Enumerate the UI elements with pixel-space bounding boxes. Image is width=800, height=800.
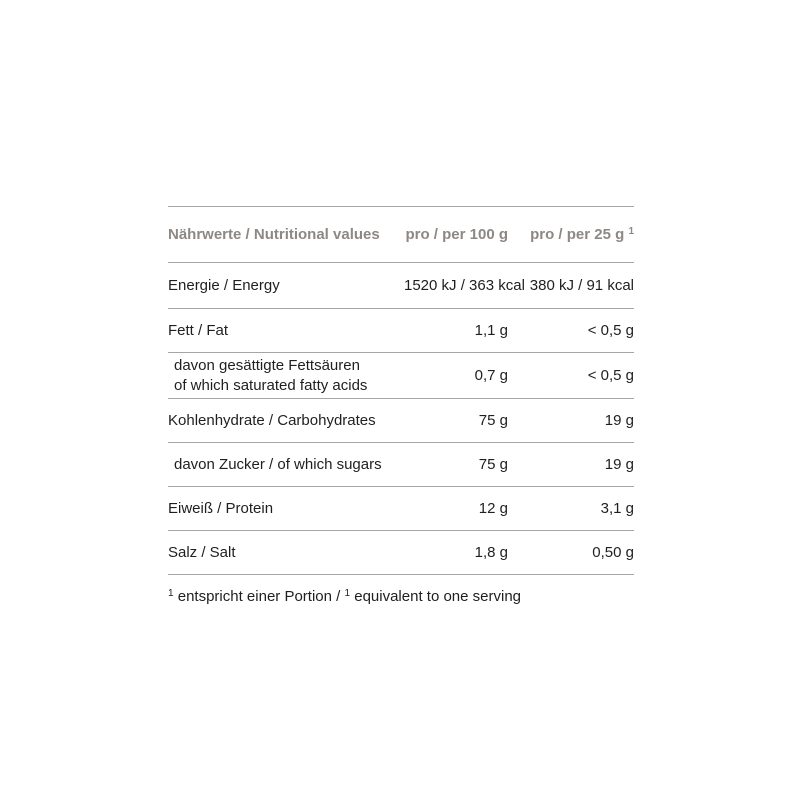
value-per-25g: < 0,5 g [587, 367, 634, 384]
table-row-energy [168, 263, 634, 309]
value-per-25g: < 0,5 g [587, 322, 634, 339]
row-label: Fett / Fat [168, 322, 229, 339]
footnote-text-de: entspricht einer Portion / [177, 588, 341, 605]
table-row-protein [168, 487, 634, 531]
header-per-25g [508, 207, 634, 263]
value-per-100g: 75 g [478, 456, 508, 473]
value-per-25g: 19 g [604, 456, 634, 473]
table-row-saturated-fat [168, 353, 634, 399]
row-label-line-en: of which saturated fatty acids [174, 376, 368, 394]
table-row-carbohydrates [168, 399, 634, 443]
value-per-25g: 19 g [604, 412, 634, 429]
header-per-100g: pro / per 100 g [405, 226, 508, 243]
table-row-sugars [168, 443, 634, 487]
value-per-25g: 3,1 g [600, 500, 634, 517]
row-label: Energie / Energy [168, 277, 280, 294]
value-per-100g: 12 g [478, 500, 508, 517]
row-label [168, 353, 404, 399]
row-label: Kohlenhydrate / Carbohydrates [168, 412, 376, 429]
row-label: davon Zucker / of which sugars [174, 456, 382, 473]
nutrition-table [168, 206, 634, 575]
row-label: Eiweiß / Protein [168, 500, 274, 517]
value-per-100g: 1520 kJ / 363 kcal [404, 277, 525, 294]
value-per-100g: 0,7 g [474, 367, 508, 384]
table-header-row [168, 207, 634, 263]
table-row-fat [168, 309, 634, 353]
value-per-25g: 380 kJ / 91 kcal [529, 277, 634, 294]
footnote-mark: 1 [168, 588, 174, 599]
footnote-mark: 1 [628, 226, 634, 237]
value-per-100g: 1,8 g [474, 544, 508, 561]
footnote-mark: 1 [344, 588, 351, 599]
nutrition-panel [168, 206, 634, 605]
header-per-25g-label: pro / per 25 g [530, 226, 625, 243]
value-per-100g: 1,1 g [474, 322, 508, 339]
row-label: Salz / Salt [168, 544, 236, 561]
footnote-text-en: equivalent to one serving [354, 588, 522, 605]
value-per-100g: 75 g [478, 412, 508, 429]
value-per-25g: 0,50 g [592, 544, 634, 561]
footnote [168, 588, 634, 605]
header-nutritional-values: Nährwerte / Nutritional values [168, 226, 380, 243]
table-row-salt [168, 531, 634, 575]
row-label-line-de: davon gesättigte Fettsäuren [174, 356, 360, 374]
